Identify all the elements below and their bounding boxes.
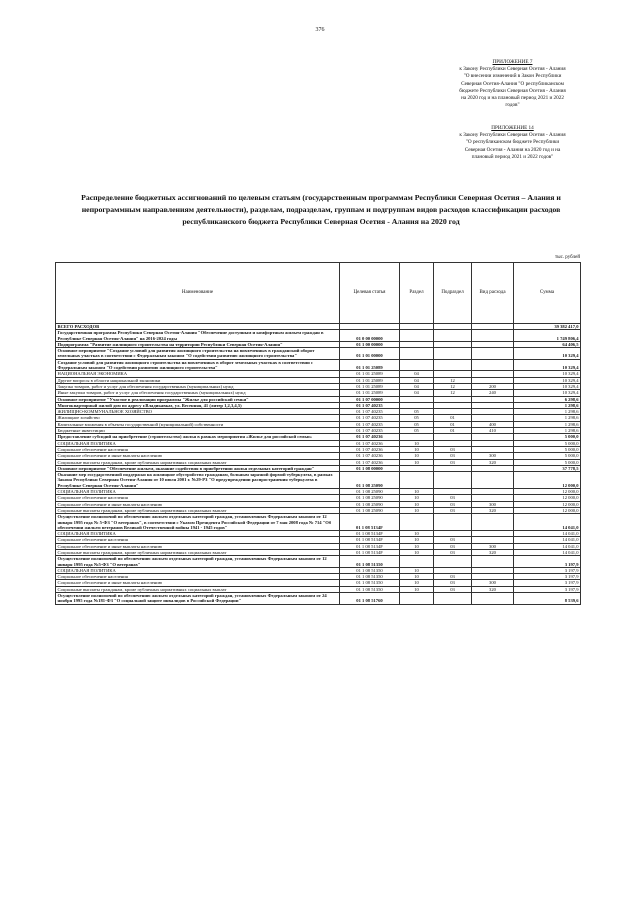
cell-name: Основное мероприятие "Участие в реализации программы "Жилье для российской семьи" — [56, 396, 340, 402]
cell-section: 10 — [400, 459, 434, 465]
cell-section: 05 — [400, 428, 434, 434]
cell-subsection: 03 — [434, 586, 472, 592]
cell-section: 10 — [400, 567, 434, 573]
cell-name: Государственная программа Республики Северная Осетия-Алания "Обеспечение доступным и комфортным жильем граждан в Республике Северная Осетия-Алания" на 2016-2024 годы — [56, 330, 340, 342]
cell-expense-type: 300 — [472, 501, 514, 507]
cell-amount: 5 000,0 — [514, 459, 581, 465]
cell-subsection: 01 — [434, 428, 472, 434]
cell-target-article: 01 1 07 40236 — [340, 453, 400, 459]
cell-subsection: 03 — [434, 453, 472, 459]
cell-name: СОЦИАЛЬНАЯ ПОЛИТИКА — [56, 567, 340, 573]
appendix-14-line: плановый период 2021 и 2022 годов" — [471, 153, 554, 160]
appendix-7-line: бюджете Республики Северная Осетия - Алания — [459, 87, 566, 94]
col-header-section: Раздел — [400, 263, 434, 324]
cell-name: Осуществление полномочий по обеспечению жильем отдельных категорий граждан, установленных Федеральным законом от 12 января 1995 года № 5-ФЗ "О ветеранах", в соответствии с Указом Президента Российской Федерации от 7 мая 2008 года № 714 "Об обеспечении жильем ветеранов Великой Отечественной войны 1941 - 1945 годов" — [56, 514, 340, 531]
cell-subsection: 03 — [434, 446, 472, 452]
cell-target-article: 01 1 01 25089 — [340, 390, 400, 396]
cell-name: Социальные выплаты гражданам, кроме публичных нормативных социальных выплат — [56, 507, 340, 513]
cell-target-article: 01 1 07 40236 — [340, 459, 400, 465]
cell-amount: 5 000,0 — [514, 446, 581, 452]
appendix-7-line: на 2020 год и на плановый период 2021 и 2022 — [461, 95, 564, 102]
cell-name: СОЦИАЛЬНАЯ ПОЛИТИКА — [56, 489, 340, 495]
cell-amount: 1 298,6 — [514, 421, 581, 427]
cell-amount: 5 000,0 — [514, 440, 581, 446]
cell-section — [400, 472, 434, 489]
cell-subsection — [434, 514, 472, 531]
cell-name: Социальное обеспечение населения — [56, 495, 340, 501]
cell-subsection: 03 — [434, 574, 472, 580]
cell-name: НАЦИОНАЛЬНАЯ ЭКОНОМИКА — [56, 371, 340, 377]
cell-expense-type — [472, 514, 514, 531]
cell-expense-type: 400 — [472, 421, 514, 427]
page-number: 376 — [315, 27, 325, 33]
table-row — [56, 359, 581, 371]
cell-target-article: 01 1 08 25090 — [340, 472, 400, 489]
cell-amount: 5 000,0 — [514, 453, 581, 459]
cell-target-article: 01 1 08 5134F — [340, 537, 400, 543]
cell-amount: 5 000,0 — [514, 434, 581, 440]
cell-target-article: 01 1 00 00000 — [340, 341, 400, 347]
cell-name: Социальное обеспечение населения — [56, 537, 340, 543]
cell-section: 05 — [400, 415, 434, 421]
cell-target-article: 01 1 08 00000 — [340, 465, 400, 471]
cell-name: Социальные выплаты гражданам, кроме публичных нормативных социальных выплат — [56, 549, 340, 555]
cell-section — [400, 514, 434, 531]
cell-name: Осуществление полномочий по обеспечению жильем отдельных категорий граждан, установленных Федеральным законом от 24 ноября 1995 года №181-ФЗ "О социальной защите инвалидов в Российской Федерации" — [56, 593, 340, 605]
cell-name: Осуществление полномочий по обеспечению жильем отдельных категорий граждан, установленных Федеральным законом от 12 января 1995 года №5-ФЗ "О ветеранах" — [56, 556, 340, 568]
cell-expense-type — [472, 348, 514, 360]
cell-expense-type — [472, 359, 514, 371]
col-header-amount: Сумма — [514, 263, 581, 324]
cell-amount: 12 000,0 — [514, 489, 581, 495]
cell-target-article: 01 1 07 40236 — [340, 446, 400, 452]
cell-name: СОЦИАЛЬНАЯ ПОЛИТИКА — [56, 440, 340, 446]
cell-amount: 39 382 417,0 — [514, 324, 581, 330]
cell-expense-type: 320 — [472, 459, 514, 465]
cell-target-article: 01 1 08 5134F — [340, 531, 400, 537]
cell-target-article: 01 1 08 51350 — [340, 567, 400, 573]
cell-subsection — [434, 348, 472, 360]
cell-expense-type: 300 — [472, 580, 514, 586]
cell-section: 10 — [400, 537, 434, 543]
cell-subsection: 12 — [434, 390, 472, 396]
cell-name: Социальные выплаты гражданам, кроме публичных нормативных социальных выплат — [56, 586, 340, 592]
cell-amount: 3 197,9 — [514, 574, 581, 580]
cell-name: Капитальные вложения в объекты государственной (муниципальной) собственности — [56, 421, 340, 427]
cell-name: Социальное обеспечение населения — [56, 574, 340, 580]
document-title: Распределение бюджетных ассигнований по целевым статьям (государственным программам Республики Северная Осетия – Алания и непрограммным направлениям деятельности), разделам, подразделам, группам и подгруппам видов расходов классификации расходов республиканского бюджета Республики Северная Осетия - Алания на 2020 год — [81, 193, 561, 226]
cell-amount: 1 298,6 — [514, 428, 581, 434]
col-header-subsection: Подраздел — [434, 263, 472, 324]
cell-subsection: 03 — [434, 549, 472, 555]
cell-expense-type: 320 — [472, 507, 514, 513]
cell-section — [400, 359, 434, 371]
appendix-7-heading: ПРИЛОЖЕНИЕ 7 — [492, 59, 533, 65]
cell-name: ЖИЛИЩНО-КОММУНАЛЬНОЕ ХОЗЯЙСТВО — [56, 409, 340, 415]
cell-target-article: 01 1 08 5134F — [340, 549, 400, 555]
cell-amount: 8 539,6 — [514, 593, 581, 605]
cell-target-article: 01 1 08 51350 — [340, 574, 400, 580]
cell-amount: 10 329,4 — [514, 390, 581, 396]
cell-target-article: 01 1 07 00000 — [340, 396, 400, 402]
cell-section: 10 — [400, 501, 434, 507]
cell-name: Другие вопросы в области национальной экономики — [56, 377, 340, 383]
cell-subsection: 03 — [434, 501, 472, 507]
appendix-14-heading: ПРИЛОЖЕНИЕ 14 — [491, 125, 534, 131]
cell-section: 10 — [400, 580, 434, 586]
cell-section: 10 — [400, 586, 434, 592]
cell-amount: 12 000,0 — [514, 495, 581, 501]
cell-expense-type — [472, 472, 514, 489]
table-row — [56, 514, 581, 531]
appendix-14-note — [425, 125, 600, 161]
cell-section — [400, 556, 434, 568]
cell-amount: 14 041,0 — [514, 543, 581, 549]
table-body — [56, 324, 581, 605]
appendix-14-line: Северная Осетия - Алания на 2020 год и на — [464, 146, 561, 153]
col-header-target-article: Целевая статья — [340, 263, 400, 324]
table-row — [56, 593, 581, 605]
cell-name: Закупка товаров, работ и услуг для обеспечения государственных (муниципальных) нужд — [56, 383, 340, 389]
table-row — [56, 330, 581, 342]
cell-amount: 3 197,9 — [514, 556, 581, 568]
cell-section: 10 — [400, 549, 434, 555]
cell-subsection: 03 — [434, 459, 472, 465]
cell-amount: 14 041,0 — [514, 531, 581, 537]
appendix-7-line: Северная Осетия-Алания "О республиканском — [461, 80, 564, 87]
cell-section: 10 — [400, 507, 434, 513]
appendix-7-line: к Закону Республики Северная Осетия - Алания — [459, 66, 566, 73]
cell-amount: 64 406,5 — [514, 341, 581, 347]
cell-section: 04 — [400, 371, 434, 377]
cell-name: Социальные выплаты гражданам, кроме публичных нормативных социальных выплат — [56, 459, 340, 465]
cell-amount: 14 041,0 — [514, 537, 581, 543]
cell-target-article: 01 1 07 40236 — [340, 440, 400, 446]
cell-subsection: 01 — [434, 421, 472, 427]
cell-target-article: 01 1 07 40235 — [340, 402, 400, 408]
cell-section — [400, 348, 434, 360]
budget-table — [55, 262, 581, 605]
appendix-14-line: "О республиканском бюджете Республики — [465, 139, 560, 146]
cell-target-article: 01 1 07 40235 — [340, 409, 400, 415]
cell-name: Социальное обеспечение населения — [56, 446, 340, 452]
cell-amount: 1 298,6 — [514, 409, 581, 415]
cell-section: 10 — [400, 489, 434, 495]
cell-subsection: 12 — [434, 383, 472, 389]
cell-expense-type — [472, 593, 514, 605]
cell-amount: 10 329,4 — [514, 383, 581, 389]
cell-amount: 3 197,9 — [514, 567, 581, 573]
cell-name: Основное мероприятие "Обеспечение жильем, оказание содействия в приобретении жилья отдельных категорий граждан" — [56, 465, 340, 471]
cell-subsection: 03 — [434, 495, 472, 501]
cell-amount: 3 197,9 — [514, 586, 581, 592]
cell-expense-type — [472, 556, 514, 568]
cell-section: 05 — [400, 409, 434, 415]
cell-name: Социальное обеспечение и иные выплаты населению — [56, 580, 340, 586]
cell-expense-type — [472, 330, 514, 342]
cell-name: Подпрограмма "Развитие жилищного строительства на территории Республики Северная Осетия-Алания" — [56, 341, 340, 347]
cell-target-article: 01 1 08 5134F — [340, 543, 400, 549]
cell-expense-type: 240 — [472, 390, 514, 396]
cell-target-article: 01 1 07 40236 — [340, 434, 400, 440]
cell-amount: 14 041,0 — [514, 549, 581, 555]
cell-name: Социальное обеспечение и иные выплаты населению — [56, 501, 340, 507]
cell-amount: 1 298,6 — [514, 415, 581, 421]
cell-expense-type: 320 — [472, 586, 514, 592]
cell-name: Основное мероприятие "Создание условий для развития жилищного строительства на вовлеченных в гражданский оборот земельных участках в соответствии с Федеральным законом "О содействии развитию жилищного строительства" — [56, 348, 340, 360]
cell-amount: 3 197,9 — [514, 580, 581, 586]
cell-amount: 14 041,0 — [514, 514, 581, 531]
cell-section: 04 — [400, 377, 434, 383]
cell-amount: 12 000,0 — [514, 472, 581, 489]
cell-target-article: 01 1 07 40235 — [340, 415, 400, 421]
cell-section: 04 — [400, 383, 434, 389]
cell-expense-type: 200 — [472, 383, 514, 389]
cell-target-article: 01 1 08 51760 — [340, 593, 400, 605]
cell-subsection — [434, 556, 472, 568]
cell-target-article: 01 1 07 40235 — [340, 428, 400, 434]
cell-section — [400, 330, 434, 342]
cell-subsection: 01 — [434, 415, 472, 421]
appendix-7-line: годов" — [505, 102, 520, 109]
cell-name: СОЦИАЛЬНАЯ ПОЛИТИКА — [56, 531, 340, 537]
cell-target-article: 01 1 01 25089 — [340, 383, 400, 389]
cell-name: ВСЕГО РАСХОДОВ — [56, 324, 340, 330]
cell-section: 05 — [400, 421, 434, 427]
unit-label: тыс. рублей — [555, 255, 580, 260]
cell-amount: 12 000,0 — [514, 501, 581, 507]
appendix-7-line: "О внесении изменений в Закон Республики — [463, 73, 562, 80]
cell-target-article: 01 0 00 00000 — [340, 330, 400, 342]
cell-target-article: 01 1 08 25090 — [340, 495, 400, 501]
appendix-14-line: к Закону Республики Северная Осетия - Алания — [459, 132, 566, 139]
cell-expense-type: 300 — [472, 543, 514, 549]
cell-amount: 1 749 806,4 — [514, 330, 581, 342]
cell-section: 10 — [400, 574, 434, 580]
cell-subsection: 03 — [434, 543, 472, 549]
appendix-7-note — [425, 59, 600, 109]
cell-amount: 1 298,6 — [514, 402, 581, 408]
cell-subsection — [434, 359, 472, 371]
cell-amount: 10 329,4 — [514, 371, 581, 377]
cell-subsection: 12 — [434, 377, 472, 383]
cell-target-article: 01 1 08 25090 — [340, 489, 400, 495]
cell-section: 10 — [400, 446, 434, 452]
cell-subsection — [434, 330, 472, 342]
table-row — [56, 556, 581, 568]
cell-subsection: 03 — [434, 537, 472, 543]
cell-expense-type: 410 — [472, 428, 514, 434]
cell-name: Социальное обеспечение и иные выплаты населению — [56, 543, 340, 549]
cell-name: Многоквартирный жилой дом по адресу г.Владикавказ, ул. Весенняя, 41 (литер 1,2,3,4,5) — [56, 402, 340, 408]
cell-section: 10 — [400, 543, 434, 549]
cell-name: Оказание мер государственной поддержки на жилищное обустройство гражданам, больным заразной формой туберкулеза, в рамках Закона Республики Северная Осетия-Алания от 10 июля 2001 г. №29-РЗ "О предупреждении распространения туберкулеза в Республике Северная Осетия-Алания" — [56, 472, 340, 489]
cell-amount: 10 329,4 — [514, 348, 581, 360]
cell-target-article: 01 1 08 5134F — [340, 514, 400, 531]
cell-name: Социальное обеспечение и иные выплаты населению — [56, 453, 340, 459]
cell-name: Предоставление субсидий на приобретение (строительство) жилья в рамках мероприятия «Жилье для российской семьи» — [56, 434, 340, 440]
cell-name: Создание условий для развития жилищного строительства на вовлеченных в оборот земельных участках в соответствии с Федеральным законом "О содействии развитию жилищного строительства" — [56, 359, 340, 371]
cell-subsection — [434, 472, 472, 489]
cell-name: Бюджетные инвестиции — [56, 428, 340, 434]
cell-target-article: 01 1 01 25089 — [340, 359, 400, 371]
table-row — [56, 472, 581, 489]
cell-target-article: 01 1 08 25090 — [340, 501, 400, 507]
cell-target-article: 01 1 01 00000 — [340, 348, 400, 360]
cell-target-article: 01 1 08 51350 — [340, 580, 400, 586]
cell-amount: 10 329,4 — [514, 359, 581, 371]
cell-target-article: 01 1 08 25090 — [340, 507, 400, 513]
cell-subsection — [434, 593, 472, 605]
cell-expense-type: 320 — [472, 549, 514, 555]
cell-target-article: 01 1 01 25089 — [340, 377, 400, 383]
cell-section — [400, 593, 434, 605]
cell-name: Жилищное хозяйство — [56, 415, 340, 421]
col-header-name: Наименование — [56, 263, 340, 324]
cell-amount: 12 000,0 — [514, 507, 581, 513]
cell-target-article: 01 1 08 51350 — [340, 556, 400, 568]
cell-section: 10 — [400, 531, 434, 537]
cell-amount: 6 298,6 — [514, 396, 581, 402]
col-header-expense-type: Вид расхода — [472, 263, 514, 324]
table-row — [56, 348, 581, 360]
cell-amount: 10 329,4 — [514, 377, 581, 383]
table-header-row — [56, 263, 581, 324]
cell-subsection: 03 — [434, 580, 472, 586]
cell-section: 10 — [400, 495, 434, 501]
cell-amount: 37 778,5 — [514, 465, 581, 471]
cell-target-article: 01 1 07 40235 — [340, 421, 400, 427]
cell-target-article: 01 1 01 25089 — [340, 371, 400, 377]
cell-section: 10 — [400, 440, 434, 446]
cell-section: 04 — [400, 390, 434, 396]
cell-section: 10 — [400, 453, 434, 459]
cell-expense-type: 300 — [472, 453, 514, 459]
cell-target-article: 01 1 08 51350 — [340, 586, 400, 592]
cell-subsection: 03 — [434, 507, 472, 513]
cell-name: Иные закупки товаров, работ и услуг для обеспечения государственных (муниципальных) нужд — [56, 390, 340, 396]
